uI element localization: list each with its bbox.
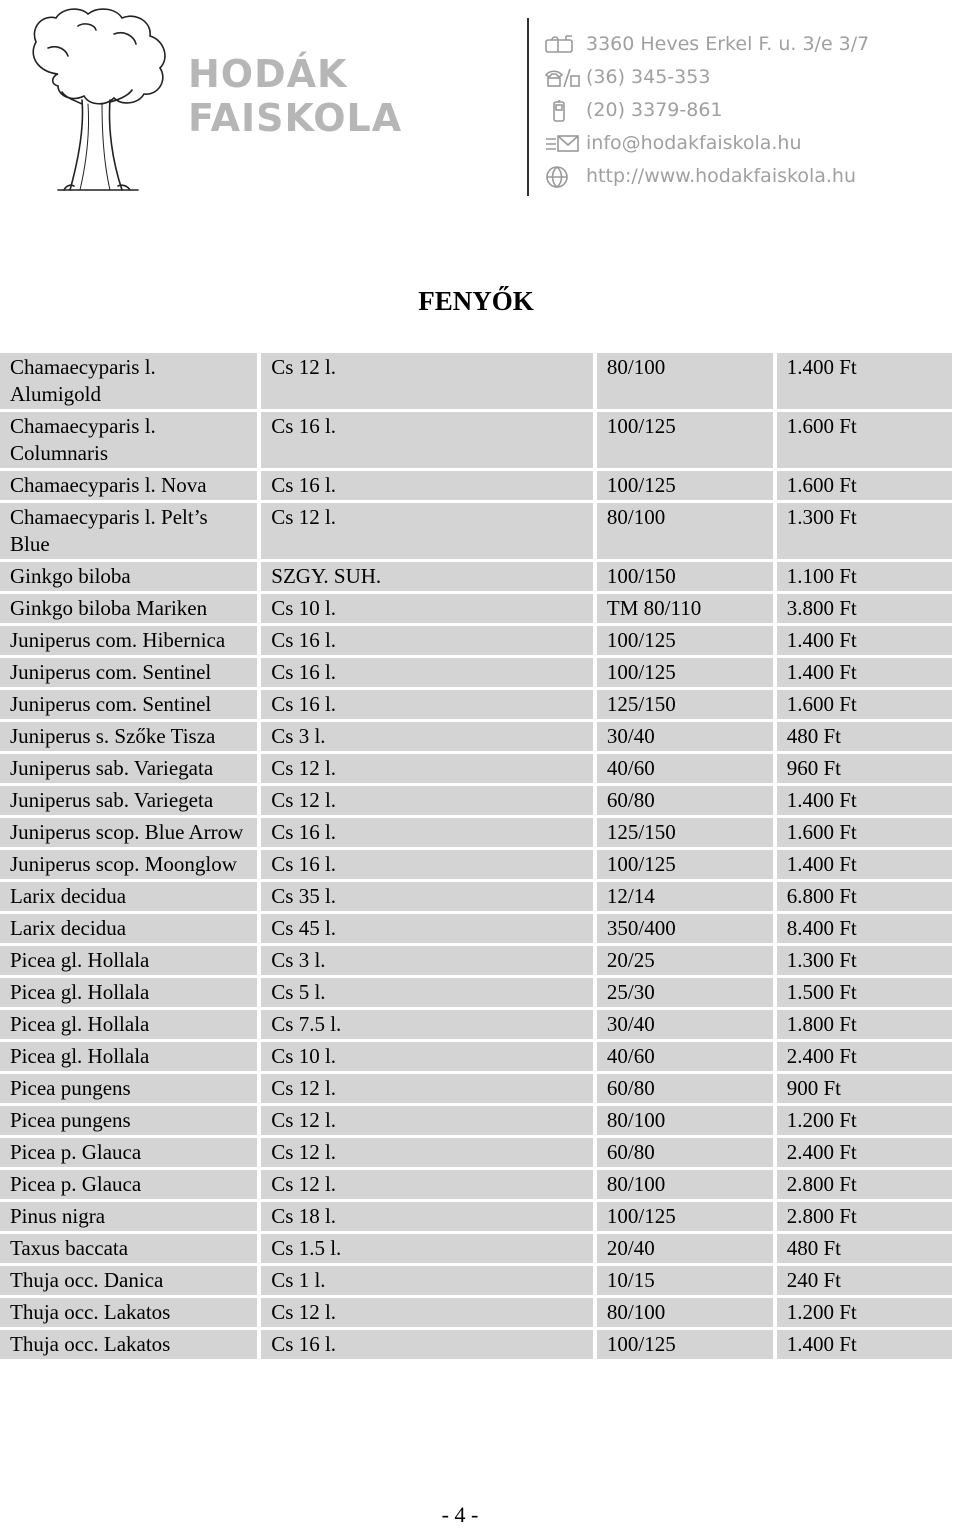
plant-name-cell: Picea gl. Hollala — [0, 1042, 257, 1071]
container-cell: Cs 12 l. — [261, 1074, 593, 1103]
contact-email-text[interactable]: info@hodakfaiskola.hu — [586, 132, 802, 154]
container-cell: Cs 12 l. — [261, 754, 593, 783]
price-cell: 480 Ft — [777, 1234, 952, 1263]
price-cell: 2.400 Ft — [777, 1042, 952, 1071]
table-row — [0, 1042, 952, 1071]
price-cell: 3.800 Ft — [777, 594, 952, 623]
plant-name-cell: Ginkgo biloba Mariken — [0, 594, 257, 623]
size-cell: 60/80 — [597, 786, 773, 815]
table-row — [0, 1010, 952, 1039]
globe-icon — [544, 166, 580, 188]
price-cell: 1.500 Ft — [777, 978, 952, 1007]
contact-email[interactable] — [544, 127, 954, 160]
price-cell: 1.600 Ft — [777, 690, 952, 719]
table-row — [0, 1170, 952, 1199]
size-cell: 100/125 — [597, 1330, 773, 1359]
container-cell: Cs 16 l. — [261, 818, 593, 847]
plant-name-cell: Chamaecyparis l. Columnaris — [0, 412, 257, 468]
contact-list — [544, 28, 954, 193]
container-cell: SZGY. SUH. — [261, 562, 593, 591]
price-cell: 1.800 Ft — [777, 1010, 952, 1039]
size-cell: 100/125 — [597, 1202, 773, 1231]
table-row — [0, 658, 952, 687]
size-cell: 40/60 — [597, 754, 773, 783]
brand-line-1: HODÁK — [188, 52, 348, 96]
header-divider — [527, 18, 529, 196]
table-row — [0, 412, 952, 468]
plant-name-cell: Juniperus com. Hibernica — [0, 626, 257, 655]
table-row — [0, 946, 952, 975]
size-cell: 125/150 — [597, 690, 773, 719]
mailbox-icon — [544, 34, 580, 56]
container-cell: Cs 12 l. — [261, 503, 593, 559]
size-cell: 60/80 — [597, 1138, 773, 1167]
plant-name-cell: Picea gl. Hollala — [0, 946, 257, 975]
phone-fax-icon — [544, 67, 580, 89]
size-cell: 20/40 — [597, 1234, 773, 1263]
price-table — [0, 350, 956, 1362]
container-cell: Cs 16 l. — [261, 626, 593, 655]
price-cell: 2.800 Ft — [777, 1170, 952, 1199]
price-cell: 2.800 Ft — [777, 1202, 952, 1231]
contact-address-text: 3360 Heves Erkel F. u. 3/e 3/7 — [586, 33, 870, 55]
price-cell: 1.400 Ft — [777, 786, 952, 815]
contact-address — [544, 28, 954, 61]
table-row — [0, 722, 952, 751]
table-row — [0, 754, 952, 783]
container-cell: Cs 12 l. — [261, 1106, 593, 1135]
size-cell: 30/40 — [597, 1010, 773, 1039]
mobile-phone-icon — [544, 100, 580, 122]
email-icon — [544, 133, 580, 155]
container-cell: Cs 3 l. — [261, 946, 593, 975]
size-cell: 100/125 — [597, 412, 773, 468]
table-row — [0, 1074, 952, 1103]
price-cell: 1.600 Ft — [777, 471, 952, 500]
container-cell: Cs 1.5 l. — [261, 1234, 593, 1263]
plant-name-cell: Picea gl. Hollala — [0, 978, 257, 1007]
container-cell: Cs 35 l. — [261, 882, 593, 911]
table-row — [0, 1106, 952, 1135]
table-row — [0, 503, 952, 559]
container-cell: Cs 7.5 l. — [261, 1010, 593, 1039]
plant-name-cell: Picea pungens — [0, 1074, 257, 1103]
container-cell: Cs 3 l. — [261, 722, 593, 751]
price-cell: 1.400 Ft — [777, 353, 952, 409]
container-cell: Cs 16 l. — [261, 690, 593, 719]
container-cell: Cs 16 l. — [261, 1330, 593, 1359]
table-row — [0, 914, 952, 943]
contact-phone-text: (36) 345-353 — [586, 66, 711, 88]
table-row — [0, 1138, 952, 1167]
container-cell: Cs 16 l. — [261, 471, 593, 500]
plant-name-cell: Thuja occ. Lakatos — [0, 1330, 257, 1359]
table-row — [0, 978, 952, 1007]
table-row — [0, 1202, 952, 1231]
container-cell: Cs 12 l. — [261, 786, 593, 815]
size-cell: 100/125 — [597, 626, 773, 655]
table-row — [0, 1330, 952, 1359]
price-cell: 1.100 Ft — [777, 562, 952, 591]
plant-name-cell: Ginkgo biloba — [0, 562, 257, 591]
price-cell: 1.400 Ft — [777, 850, 952, 879]
container-cell: Cs 16 l. — [261, 412, 593, 468]
plant-name-cell: Larix decidua — [0, 914, 257, 943]
container-cell: Cs 18 l. — [261, 1202, 593, 1231]
size-cell: 80/100 — [597, 1106, 773, 1135]
table-row — [0, 818, 952, 847]
price-cell: 1.600 Ft — [777, 412, 952, 468]
size-cell: 25/30 — [597, 978, 773, 1007]
size-cell: 60/80 — [597, 1074, 773, 1103]
plant-name-cell: Thuja occ. Lakatos — [0, 1298, 257, 1327]
plant-name-cell: Thuja occ. Danica — [0, 1266, 257, 1295]
price-cell: 1.600 Ft — [777, 818, 952, 847]
contact-mobile-text: (20) 3379-861 — [586, 99, 723, 121]
size-cell: 125/150 — [597, 818, 773, 847]
size-cell: 30/40 — [597, 722, 773, 751]
container-cell: Cs 12 l. — [261, 1170, 593, 1199]
container-cell: Cs 16 l. — [261, 658, 593, 687]
brand-line-2: FAISKOLA — [188, 96, 403, 140]
price-cell: 6.800 Ft — [777, 882, 952, 911]
price-cell: 1.400 Ft — [777, 658, 952, 687]
table-row — [0, 882, 952, 911]
plant-name-cell: Juniperus scop. Blue Arrow — [0, 818, 257, 847]
size-cell: 100/125 — [597, 850, 773, 879]
size-cell: 80/100 — [597, 353, 773, 409]
table-row — [0, 850, 952, 879]
table-row — [0, 626, 952, 655]
size-cell: TM 80/110 — [597, 594, 773, 623]
price-cell: 1.300 Ft — [777, 946, 952, 975]
page-title: FENYŐK — [418, 286, 534, 316]
plant-name-cell: Pinus nigra — [0, 1202, 257, 1231]
plant-name-cell: Juniperus s. Szőke Tisza — [0, 722, 257, 751]
size-cell: 100/150 — [597, 562, 773, 591]
size-cell: 20/25 — [597, 946, 773, 975]
table-row — [0, 1234, 952, 1263]
container-cell: Cs 12 l. — [261, 1138, 593, 1167]
contact-phone — [544, 61, 954, 94]
price-table-body — [0, 353, 952, 1359]
container-cell: Cs 10 l. — [261, 594, 593, 623]
table-row — [0, 1298, 952, 1327]
contact-website[interactable] — [544, 160, 954, 193]
plant-name-cell: Picea pungens — [0, 1106, 257, 1135]
plant-name-cell: Larix decidua — [0, 882, 257, 911]
price-cell: 2.400 Ft — [777, 1138, 952, 1167]
price-cell: 240 Ft — [777, 1266, 952, 1295]
container-cell: Cs 16 l. — [261, 850, 593, 879]
price-cell: 900 Ft — [777, 1074, 952, 1103]
table-row — [0, 594, 952, 623]
size-cell: 10/15 — [597, 1266, 773, 1295]
letterhead — [0, 0, 960, 210]
size-cell: 100/125 — [597, 658, 773, 687]
container-cell: Cs 12 l. — [261, 353, 593, 409]
table-row — [0, 353, 952, 409]
brand-name — [188, 52, 402, 140]
size-cell: 80/100 — [597, 503, 773, 559]
plant-name-cell: Picea p. Glauca — [0, 1138, 257, 1167]
plant-name-cell: Picea p. Glauca — [0, 1170, 257, 1199]
container-cell: Cs 5 l. — [261, 978, 593, 1007]
table-row — [0, 562, 952, 591]
container-cell: Cs 12 l. — [261, 1298, 593, 1327]
price-cell: 8.400 Ft — [777, 914, 952, 943]
page-number: - 4 - — [441, 1502, 479, 1527]
plant-name-cell: Juniperus sab. Variegata — [0, 754, 257, 783]
table-row — [0, 471, 952, 500]
tree-logo-icon — [18, 4, 188, 200]
plant-name-cell: Juniperus scop. Moonglow — [0, 850, 257, 879]
table-row — [0, 786, 952, 815]
size-cell: 40/60 — [597, 1042, 773, 1071]
price-cell: 960 Ft — [777, 754, 952, 783]
plant-name-cell: Chamaecyparis l. Alumigold — [0, 353, 257, 409]
size-cell: 12/14 — [597, 882, 773, 911]
price-cell: 1.400 Ft — [777, 626, 952, 655]
plant-name-cell: Taxus baccata — [0, 1234, 257, 1263]
plant-name-cell: Picea gl. Hollala — [0, 1010, 257, 1039]
plant-name-cell: Chamaecyparis l. Nova — [0, 471, 257, 500]
size-cell: 100/125 — [597, 471, 773, 500]
contact-website-text[interactable]: http://www.hodakfaiskola.hu — [586, 165, 856, 187]
plant-name-cell: Juniperus com. Sentinel — [0, 658, 257, 687]
price-cell: 1.200 Ft — [777, 1106, 952, 1135]
container-cell: Cs 45 l. — [261, 914, 593, 943]
plant-name-cell: Juniperus sab. Variegeta — [0, 786, 257, 815]
contact-mobile — [544, 94, 954, 127]
price-cell: 1.400 Ft — [777, 1330, 952, 1359]
plant-name-cell: Chamaecyparis l. Pelt’s Blue — [0, 503, 257, 559]
container-cell: Cs 1 l. — [261, 1266, 593, 1295]
table-row — [0, 690, 952, 719]
size-cell: 80/100 — [597, 1298, 773, 1327]
table-row — [0, 1266, 952, 1295]
price-cell: 480 Ft — [777, 722, 952, 751]
price-cell: 1.200 Ft — [777, 1298, 952, 1327]
plant-name-cell: Juniperus com. Sentinel — [0, 690, 257, 719]
size-cell: 80/100 — [597, 1170, 773, 1199]
price-cell: 1.300 Ft — [777, 503, 952, 559]
size-cell: 350/400 — [597, 914, 773, 943]
container-cell: Cs 10 l. — [261, 1042, 593, 1071]
